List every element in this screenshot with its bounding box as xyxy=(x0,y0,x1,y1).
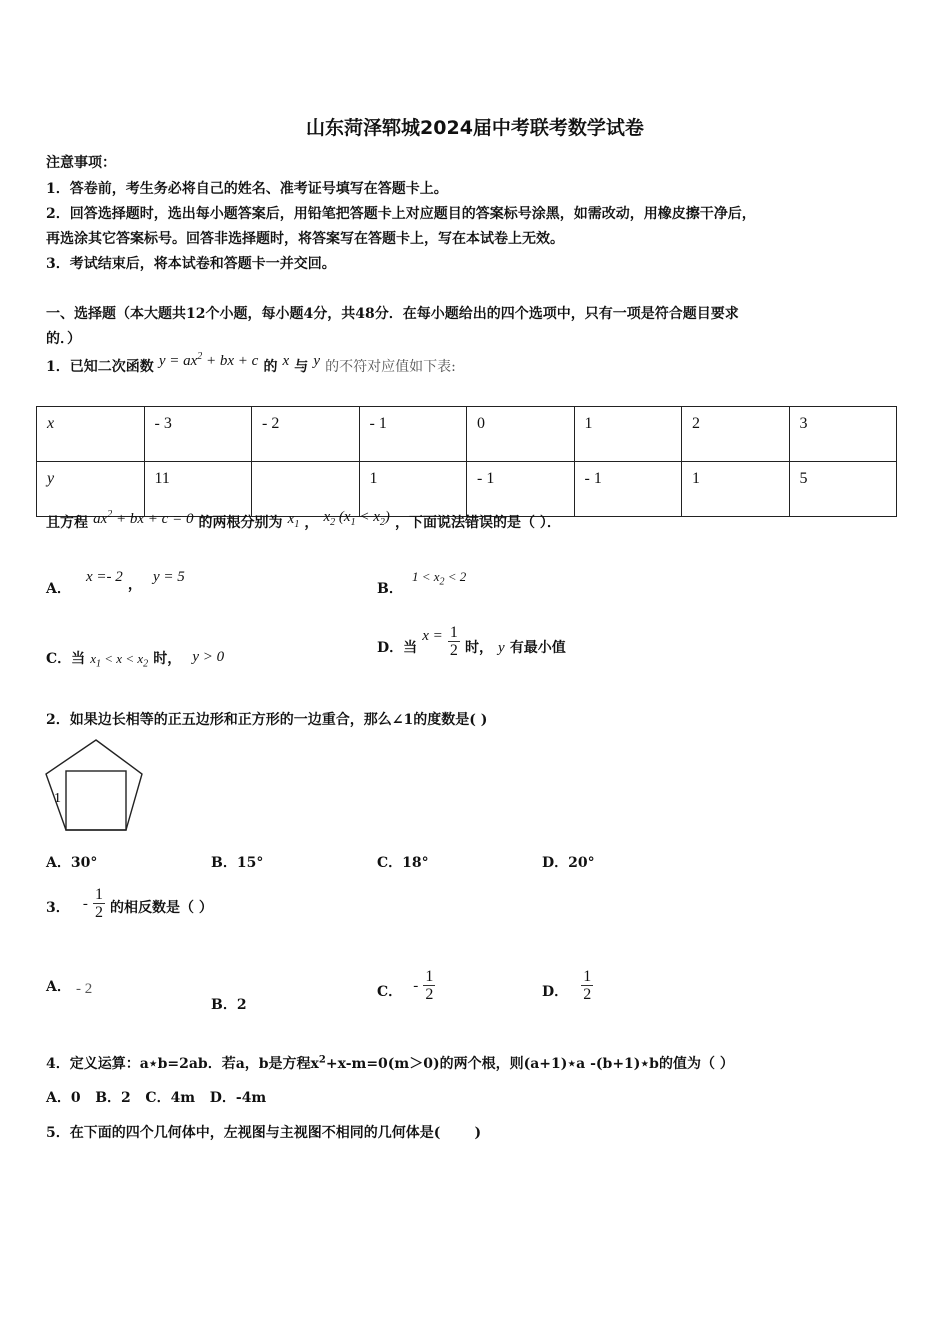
table-cell: - 3 xyxy=(144,407,252,462)
fraction: $\frac{1}{2}$ xyxy=(94,886,103,921)
q1-root-x1: $x_1$ xyxy=(287,511,300,530)
table-cell: 1 xyxy=(574,407,682,462)
table-cell: x xyxy=(37,407,145,462)
question-3-stem: 3． - $\frac{1}{2}$ 的相反数是（ ） xyxy=(46,886,213,921)
q3-option-b: B．2 xyxy=(211,997,247,1013)
q2-option-d: D．20° xyxy=(542,855,595,871)
q1-option-c: C．当 $x_1 < x < x_2$ 时， y > 0 xyxy=(46,649,225,670)
notice-item-2: 2．回答选择题时，选出每小题答案后，用铅笔把答题卡上对应题目的答案标号涂黑，如需改动，用橡皮擦干净后， xyxy=(46,206,756,222)
fraction: $\frac{1}{2}$ xyxy=(449,624,458,659)
table-cell: - 1 xyxy=(467,462,575,517)
q1-option-b: B． $1 < x_2 < 2$ xyxy=(377,569,467,597)
q2-option-a: A．30° xyxy=(46,855,98,871)
q1-cond-mid: 的两根分别为 xyxy=(198,515,283,531)
notice-heading: 注意事项： xyxy=(46,155,116,171)
q1-equation: $ax^2$ + bx + c = 0 xyxy=(93,509,194,527)
q1-option-d: D．当 x = $\frac{1}{2}$ 时， y 有最小值 xyxy=(377,624,566,659)
table-row-x xyxy=(37,407,897,462)
table-cell: y xyxy=(37,462,145,517)
table-cell: - 1 xyxy=(359,407,467,462)
pentagon-shape xyxy=(46,740,142,830)
pentagon-square-figure xyxy=(42,738,150,838)
q1-cond-prefix: 且方程 xyxy=(46,515,88,531)
q1-root-x2: $x_2$ $(x_1 < x_2)$ xyxy=(323,509,390,528)
q1-condition xyxy=(46,509,561,534)
q1-prefix: 1．已知二次函数 xyxy=(46,359,154,375)
q3-option-a: A． - 2 xyxy=(46,979,93,997)
question-2-stem: 2．如果边长相等的正五边形和正方形的一边重合，那么∠1的度数是( ) xyxy=(46,712,488,728)
q1-cond-suffix: ，下面说法错误的是（ ）． xyxy=(394,515,561,531)
q1-suffix: 的不符对应值如下表: xyxy=(325,359,456,375)
q1-option-a: A． x =- 2 ， y = 5 xyxy=(46,569,185,597)
q1-x-var: x xyxy=(282,353,290,369)
q1-de: 的 xyxy=(263,359,278,375)
value-table xyxy=(36,406,897,517)
table-cell: 1 xyxy=(682,462,790,517)
table-cell: 0 xyxy=(467,407,575,462)
q3-option-c: C． - $\frac{1}{2}$ xyxy=(377,968,434,1003)
question-1-stem xyxy=(46,351,456,376)
question-4-stem: 4．定义运算：a⋆b=2ab．若a，b是方程$x^2+x-m=0(m>0)$的两个根，则(a+1)⋆a -(b+1)⋆b的值为（ ） xyxy=(46,1054,734,1072)
table-cell: 11 xyxy=(144,462,252,517)
table-cell: - 1 xyxy=(574,462,682,517)
angle-label: 1 xyxy=(54,791,61,806)
question-5-stem: 5．在下面的四个几何体中，左视图与主视图不相同的几何体是( ) xyxy=(46,1125,482,1141)
table-cell: 2 xyxy=(682,407,790,462)
section-heading: 一、选择题（本大题共12个小题，每小题4分，共48分．在每小题给出的四个选项中，只有一项是符合题目要求 xyxy=(46,306,739,322)
table-cell: 3 xyxy=(789,407,897,462)
fraction: $\frac{1}{2}$ xyxy=(425,968,434,1003)
notice-item-2-cont: 再选涂其它答案标号。回答非选择题时，将答案写在答题卡上，写在本试卷上无效。 xyxy=(46,231,564,247)
q1-comma: ， xyxy=(304,515,319,531)
notice-item-1: 1．答卷前，考生务必将自己的姓名、准考证号填写在答题卡上。 xyxy=(46,181,448,197)
table-row-y xyxy=(37,462,897,517)
table-cell: - 2 xyxy=(252,407,360,462)
q3-option-d: D． $\frac{1}{2}$ xyxy=(542,968,592,1003)
q1-function: $y = ax^2$ + bx + c xyxy=(158,351,259,369)
notice-item-3: 3．考试结束后，将本试卷和答题卡一并交回。 xyxy=(46,256,336,272)
square-shape xyxy=(66,771,126,830)
table-cell: 5 xyxy=(789,462,897,517)
table-cell: 1 xyxy=(359,462,467,517)
q1-yu: 与 xyxy=(294,359,309,375)
fraction: $\frac{1}{2}$ xyxy=(583,968,592,1003)
section-heading-cont: 的．） xyxy=(46,331,81,347)
q1-y-var: y xyxy=(313,353,321,369)
q4-options: A．0 B．2 C．4m D．-4m xyxy=(46,1090,267,1106)
page-title: 山东菏泽郓城2024届中考联考数学试卷 xyxy=(306,117,644,139)
q2-option-b: B．15° xyxy=(211,855,264,871)
q2-option-c: C．18° xyxy=(377,855,429,871)
